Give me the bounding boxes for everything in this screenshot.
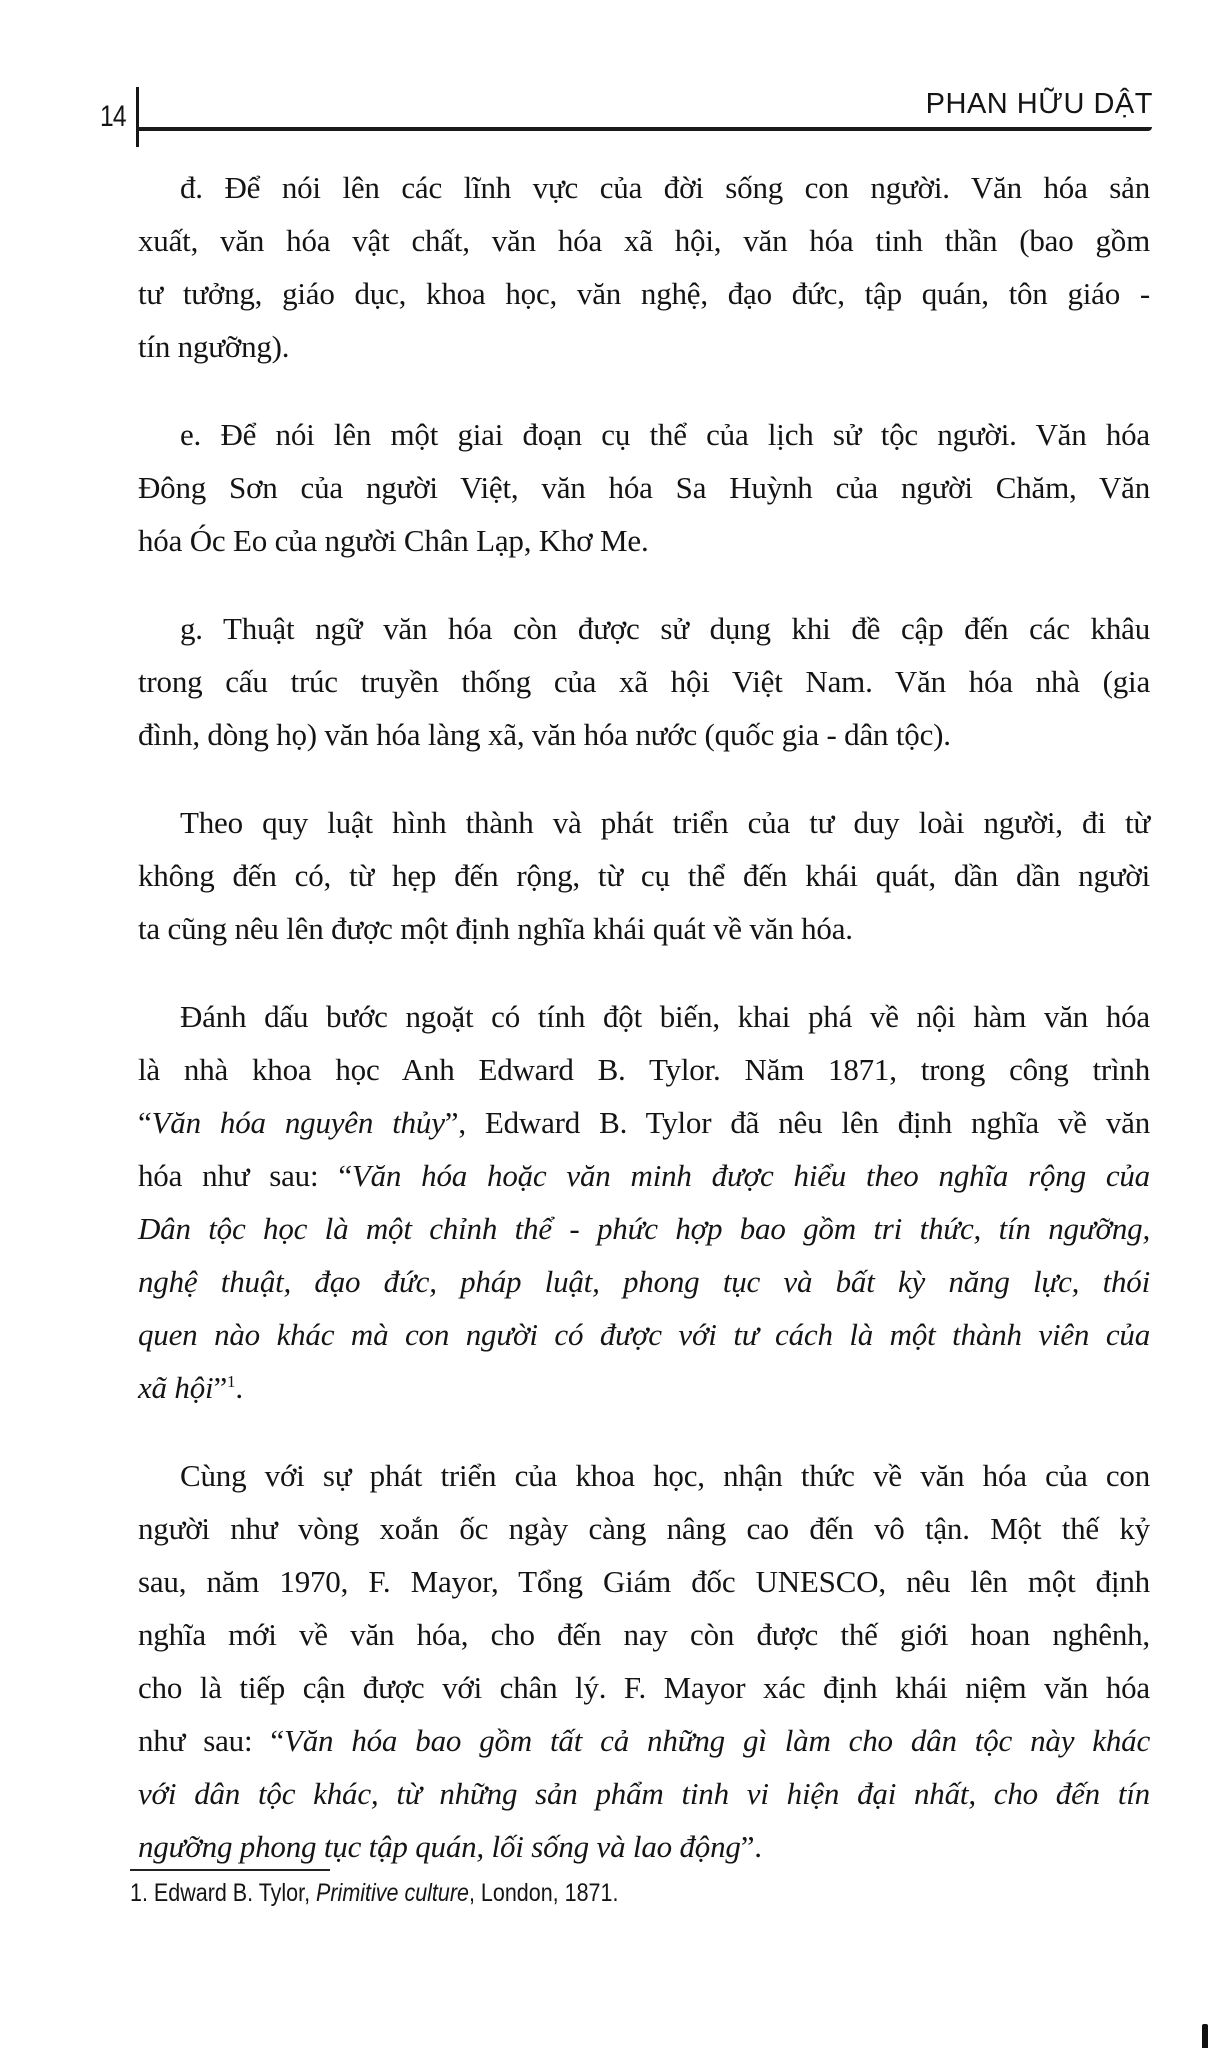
running-head-author: PHAN HỮU DẬT	[925, 88, 1153, 120]
text-line	[138, 1262, 1150, 1302]
text-line	[138, 1562, 1150, 1602]
footnote-ref: 1	[227, 1372, 236, 1391]
text-line	[138, 1509, 1150, 1549]
text-run: là nhà khoa học Anh Edward B. Tylor. Năm 1871, trong công trình	[138, 1052, 1150, 1087]
text-line	[138, 909, 1150, 949]
text-line	[180, 415, 1150, 455]
text-line	[180, 997, 1150, 1037]
text-line	[138, 1368, 1150, 1408]
italic-text: Dân tộc học là một chỉnh thể - phức hợp bao gồm tri thức, tín ngưỡng,	[138, 1211, 1150, 1246]
text-run: ta cũng nêu lên được một định nghĩa khái quát về văn hóa.	[138, 911, 853, 946]
text-line	[138, 1315, 1150, 1355]
italic-text: Văn hóa nguyên thủy	[151, 1105, 445, 1140]
text-line	[138, 521, 1150, 561]
text-line	[138, 1668, 1150, 1708]
footnote-number: 1.	[130, 1879, 148, 1907]
italic-text: nghệ thuật, đạo đức, pháp luật, phong tục và bất kỳ năng lực, thói	[138, 1264, 1150, 1299]
text-run: đình, dòng họ) văn hóa làng xã, văn hóa nước (quốc gia - dân tộc).	[138, 717, 951, 752]
italic-text: Văn hóa hoặc văn minh được hiểu theo nghĩa rộng của	[351, 1158, 1150, 1193]
text-line	[138, 327, 1150, 367]
text-line	[138, 715, 1150, 755]
text-line	[180, 168, 1150, 208]
text-line	[138, 468, 1150, 508]
footnote-separator	[130, 1869, 330, 1871]
text-line	[138, 1050, 1150, 1090]
text-run: “	[138, 1105, 152, 1140]
text-run: tín ngưỡng).	[138, 329, 290, 364]
text-line	[138, 1103, 1150, 1143]
text-line	[138, 221, 1150, 261]
text-run: tư tưởng, giáo dục, khoa học, văn nghệ, đạo đức, tập quán, tôn giáo -	[138, 276, 1150, 311]
footnote-title: Primitive culture	[316, 1879, 469, 1907]
text-run: như sau: “	[138, 1723, 284, 1758]
italic-text: ngưỡng phong tục tập quán, lối sống và lao động	[138, 1829, 741, 1864]
text-run: ”	[213, 1370, 227, 1405]
footnote-publication: , London, 1871.	[468, 1879, 619, 1907]
text-line	[138, 1774, 1150, 1814]
text-run: cho là tiếp cận được với chân lý. F. Mayor xác định khái niệm văn hóa	[138, 1670, 1150, 1705]
text-line	[138, 1721, 1150, 1761]
text-run: ”, Edward B. Tylor đã nêu lên định nghĩa về văn	[444, 1105, 1150, 1140]
text-run: e. Để nói lên một giai đoạn cụ thể của lịch sử tộc người. Văn hóa	[180, 417, 1150, 452]
text-line	[138, 856, 1150, 896]
text-run: nghĩa mới về văn hóa, cho đến nay còn được thế giới hoan nghênh,	[138, 1617, 1150, 1652]
italic-text: với dân tộc khác, từ những sản phẩm tinh vi hiện đại nhất, cho đến tín	[138, 1776, 1150, 1811]
header-rule	[137, 127, 1152, 131]
page-number: 14	[100, 100, 126, 133]
text-run: Đông Sơn của người Việt, văn hóa Sa Huỳnh của người Chăm, Văn	[138, 470, 1150, 505]
text-line	[180, 609, 1150, 649]
text-run: hóa Óc Eo của người Chân Lạp, Khơ Me.	[138, 523, 649, 558]
text-line	[138, 1156, 1150, 1196]
text-run: xuất, văn hóa vật chất, văn hóa xã hội, văn hóa tinh thần (bao gồm	[138, 223, 1150, 258]
text-run: g. Thuật ngữ văn hóa còn được sử dụng khi đề cập đến các khâu	[180, 611, 1150, 646]
text-run: không đến có, từ hẹp đến rộng, từ cụ thể đến khái quát, dần dần người	[138, 858, 1150, 893]
text-line	[180, 1456, 1150, 1496]
text-line	[138, 662, 1150, 702]
italic-text: Văn hóa bao gồm tất cả những gì làm cho dân tộc này khác	[283, 1723, 1150, 1758]
text-run: Cùng với sự phát triển của khoa học, nhận thức về văn hóa của con	[180, 1458, 1150, 1493]
text-run: Theo quy luật hình thành và phát triển của tư duy loài người, đi từ	[180, 805, 1150, 840]
text-line	[138, 1209, 1150, 1249]
text-run: sau, năm 1970, F. Mayor, Tổng Giám đốc UNESCO, nêu lên một định	[138, 1564, 1150, 1599]
text-line	[138, 1827, 1150, 1867]
text-run: đ. Để nói lên các lĩnh vực của đời sống con người. Văn hóa sản	[180, 170, 1150, 205]
text-run: trong cấu trúc truyền thống của xã hội Việt Nam. Văn hóa nhà (gia	[138, 664, 1150, 699]
scan-edge-mark	[1202, 2024, 1208, 2048]
header-vertical-rule	[136, 87, 139, 147]
text-run: hóa như sau: “	[138, 1158, 352, 1193]
text-run: người như vòng xoắn ốc ngày càng nâng cao đến vô tận. Một thế kỷ	[138, 1511, 1150, 1546]
text-line	[138, 274, 1150, 314]
footnote	[130, 1877, 618, 1909]
italic-text: quen nào khác mà con người có được với tư cách là một thành viên của	[138, 1317, 1150, 1352]
text-run: .	[235, 1370, 243, 1405]
text-line	[138, 1615, 1150, 1655]
italic-text: xã hội	[138, 1370, 214, 1405]
text-run: Đánh dấu bước ngoặt có tính đột biến, khai phá về nội hàm văn hóa	[180, 999, 1150, 1034]
text-line	[180, 803, 1150, 843]
footnote-author: Edward B. Tylor,	[153, 1879, 311, 1907]
text-run: ”.	[740, 1829, 762, 1864]
